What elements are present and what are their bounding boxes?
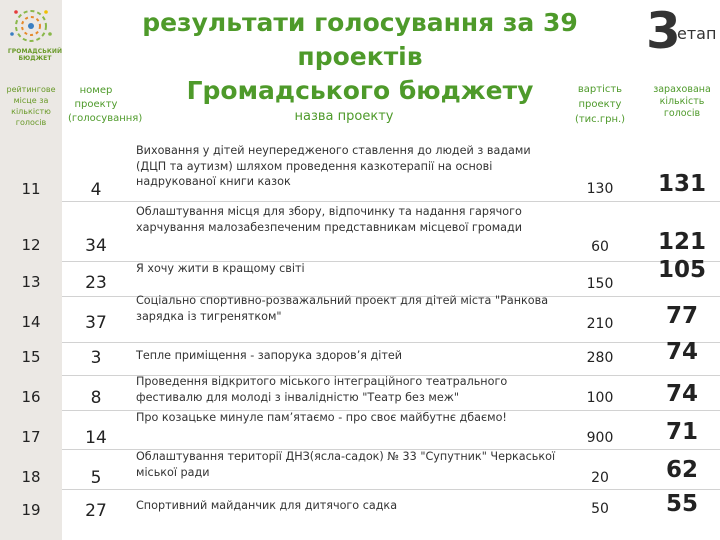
logo-text: ГРОМАДСЬКИЙ БЮДЖЕТ [7,48,63,62]
column-header-project-number: номер проекту (голосування) [68,85,143,124]
rank-cell: 18 [21,468,41,486]
project-number-cell: 27 [85,501,107,521]
stage-word: етап [677,24,717,43]
column-header-rank: рейтингове місце за кількістю голосів [6,85,56,127]
rank-cell: 17 [21,428,41,446]
votes-cell: 131 [657,171,706,197]
project-number-cell: 5 [90,468,102,488]
cost-cell: 150 [586,276,614,292]
votes-cell: 74 [665,381,698,407]
project-number-cell: 14 [85,428,107,448]
cost-cell: 130 [586,181,614,197]
cost-cell: 50 [591,501,609,517]
votes-cell: 71 [665,419,698,445]
project-name-cell: Про козацьке минуле пам’ятаємо - про своє майбутнє дбаємо! [136,411,507,424]
votes-cell: 74 [665,339,698,365]
votes-cell: 105 [657,257,706,283]
cost-cell: 900 [586,430,614,446]
cost-cell: 20 [591,470,609,486]
row-divider [62,201,720,202]
stage-indicator [640,2,720,62]
project-name-cell: Облаштування місця для збору, відпочинку та надання гарячого харчування малозабезпеченим представникам місцевої громади [136,205,523,234]
results-table [0,143,720,540]
rank-cell: 13 [21,273,41,291]
votes-cell: 121 [657,229,706,255]
project-name-cell: Проведення відкритого міського інтеграційного театрального фестивалю для молоді з інвалідністю "Театр без меж" [136,375,508,404]
votes-cell: 62 [665,457,698,483]
project-number-cell: 37 [85,313,107,333]
row-divider [62,489,720,490]
votes-cell: 55 [665,491,698,517]
project-name-cell: Тепле приміщення - запорука здоров’я дітей [136,349,403,362]
row-divider [62,342,720,343]
column-header-cost: вартість проекту (тис.грн.) [574,84,626,125]
project-name-cell: Виховання у дітей неупередженого ставлення до людей з вадами (ДЦП та аутизм) шляхом проведення казкотерапії на основі надрукованої книги казок [136,144,531,188]
rank-cell: 14 [21,313,41,331]
cost-cell: 60 [591,239,609,255]
project-name-cell: Я хочу жити в кращому світі [136,262,305,275]
cost-cell: 100 [586,390,614,406]
rank-cell: 19 [21,501,41,519]
rank-cell: 12 [21,236,41,254]
stage-number: 3 [646,2,681,60]
column-header-project-name: назва проекту [294,109,394,124]
rank-cell: 15 [21,348,41,366]
project-name-cell: Спортивний майданчик для дитячого садка [136,499,398,512]
column-header-votes: зарахована кількість голосів [653,84,711,119]
project-number-cell: 34 [85,236,107,256]
cost-cell: 280 [586,350,614,366]
votes-cell: 77 [665,303,698,329]
project-name-cell: Соціально спортивно-розважальний проект для дітей міста "Ранкова зарядка із тигренятком" [136,294,549,323]
project-number-cell: 4 [90,180,102,200]
rank-cell: 16 [21,388,41,406]
page-title: результати голосування за 39 проектів Громадського бюджету [142,8,578,105]
civic-budget-logo [4,4,63,66]
project-number-cell: 8 [90,388,102,408]
cost-cell: 210 [586,316,614,332]
project-number-cell: 23 [85,273,107,293]
project-name-cell: Облаштування території ДНЗ(ясла-садок) № 33 "Супутник" Черкаської міської ради [136,450,556,479]
project-number-cell: 3 [90,348,102,368]
rank-cell: 11 [21,180,41,198]
